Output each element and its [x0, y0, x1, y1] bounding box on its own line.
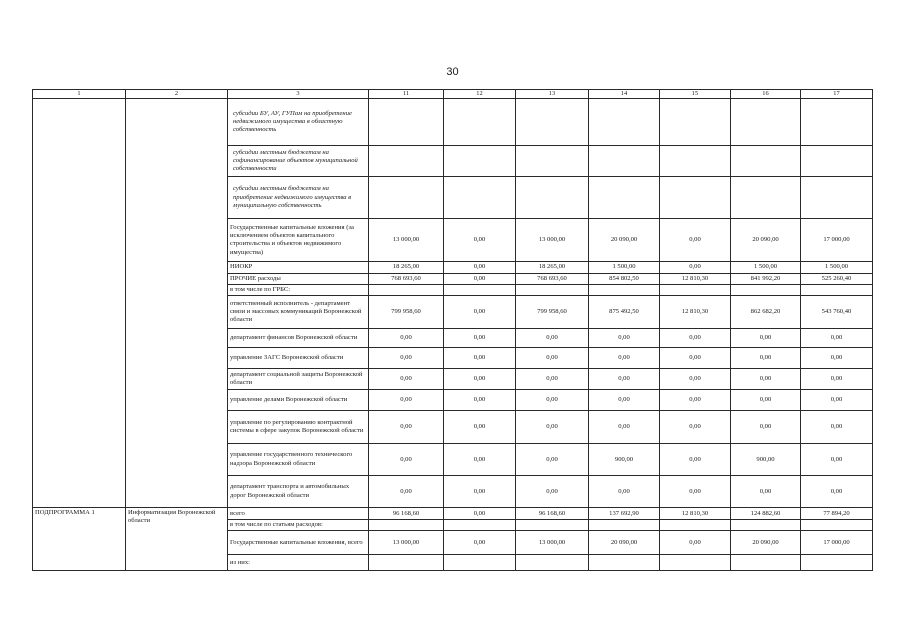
- value-cell: [516, 99, 589, 146]
- value-cell: 900,00: [589, 444, 660, 476]
- value-cell: [660, 99, 731, 146]
- value-cell: [731, 177, 801, 219]
- value-cell: 0,00: [516, 476, 589, 508]
- value-cell: [731, 520, 801, 531]
- value-cell: [444, 520, 516, 531]
- value-cell: 0,00: [731, 476, 801, 508]
- value-cell: [731, 146, 801, 177]
- value-cell: 0,00: [369, 390, 444, 411]
- value-cell: 0,00: [801, 476, 873, 508]
- value-cell: 0,00: [369, 329, 444, 348]
- value-cell: 17 000,00: [801, 531, 873, 555]
- budget-table: [32, 89, 873, 571]
- value-cell: 854 802,50: [589, 273, 660, 284]
- value-cell: 77 894,20: [801, 508, 873, 520]
- value-cell: 0,00: [444, 273, 516, 284]
- value-cell: 0,00: [444, 390, 516, 411]
- value-cell: 1 500,00: [731, 262, 801, 273]
- value-cell: 13 000,00: [516, 219, 589, 262]
- value-cell: 0,00: [660, 348, 731, 369]
- table-row: [33, 99, 873, 146]
- value-cell: [660, 177, 731, 219]
- value-cell: 799 958,60: [516, 296, 589, 329]
- column-header: 17: [801, 90, 873, 99]
- value-cell: [516, 177, 589, 219]
- row-label: субсидии местным бюджетам на софинансирование объектов муниципальной собственности: [228, 146, 369, 177]
- value-cell: [444, 146, 516, 177]
- value-cell: 0,00: [444, 444, 516, 476]
- value-cell: 18 265,00: [516, 262, 589, 273]
- row-label: ПРОЧИЕ расходы: [228, 273, 369, 284]
- value-cell: 543 760,40: [801, 296, 873, 329]
- value-cell: [516, 520, 589, 531]
- value-cell: 12 810,30: [660, 296, 731, 329]
- row-label: департамент финансов Воронежской области: [228, 329, 369, 348]
- value-cell: 0,00: [369, 348, 444, 369]
- value-cell: [369, 177, 444, 219]
- value-cell: 137 692,90: [589, 508, 660, 520]
- column-header: 2: [126, 90, 228, 99]
- value-cell: 0,00: [589, 348, 660, 369]
- row-label: в том числе по ГРБС:: [228, 284, 369, 295]
- value-cell: [444, 99, 516, 146]
- subprogram-name: ПОДПРОГРАММА 1: [33, 508, 126, 571]
- value-cell: 0,00: [660, 369, 731, 390]
- row-label: управление по регулированию контрактной системы в сфере закупок Воронежской области: [228, 411, 369, 444]
- value-cell: 0,00: [801, 329, 873, 348]
- value-cell: [369, 555, 444, 571]
- value-cell: [444, 177, 516, 219]
- value-cell: 96 168,60: [369, 508, 444, 520]
- value-cell: 0,00: [369, 369, 444, 390]
- value-cell: [369, 146, 444, 177]
- value-cell: 0,00: [369, 476, 444, 508]
- value-cell: 0,00: [444, 531, 516, 555]
- value-cell: [731, 99, 801, 146]
- value-cell: 0,00: [444, 369, 516, 390]
- value-cell: 525 260,40: [801, 273, 873, 284]
- value-cell: 0,00: [589, 329, 660, 348]
- value-cell: 0,00: [444, 476, 516, 508]
- value-cell: 13 000,00: [516, 531, 589, 555]
- value-cell: 0,00: [369, 411, 444, 444]
- value-cell: 862 682,20: [731, 296, 801, 329]
- value-cell: 96 168,60: [516, 508, 589, 520]
- value-cell: 0,00: [516, 411, 589, 444]
- value-cell: 0,00: [516, 329, 589, 348]
- value-cell: 13 000,00: [369, 531, 444, 555]
- value-cell: 0,00: [444, 411, 516, 444]
- value-cell: 0,00: [589, 390, 660, 411]
- value-cell: 0,00: [660, 444, 731, 476]
- value-cell: 0,00: [801, 369, 873, 390]
- row-label: департамент транспорта и автомобильных дорог Воронежской области: [228, 476, 369, 508]
- row-label: всего: [228, 508, 369, 520]
- value-cell: 17 000,00: [801, 219, 873, 262]
- value-cell: 0,00: [516, 369, 589, 390]
- subprogram-title: Информатизация Воронежской области: [126, 508, 228, 571]
- value-cell: [369, 284, 444, 295]
- value-cell: 0,00: [660, 531, 731, 555]
- value-cell: 0,00: [444, 219, 516, 262]
- value-cell: [369, 520, 444, 531]
- row-label: НИОКР: [228, 262, 369, 273]
- value-cell: [369, 99, 444, 146]
- value-cell: [589, 99, 660, 146]
- value-cell: [444, 284, 516, 295]
- value-cell: [589, 520, 660, 531]
- value-cell: 0,00: [444, 508, 516, 520]
- row-label: ответственный исполнитель - департамент связи и массовых коммуникаций Воронежской области: [228, 296, 369, 329]
- value-cell: [516, 146, 589, 177]
- value-cell: 0,00: [660, 411, 731, 444]
- empty-cell: [33, 99, 126, 508]
- value-cell: 20 090,00: [731, 531, 801, 555]
- value-cell: 0,00: [801, 348, 873, 369]
- value-cell: 0,00: [589, 369, 660, 390]
- value-cell: [801, 146, 873, 177]
- value-cell: 0,00: [516, 390, 589, 411]
- value-cell: 0,00: [801, 411, 873, 444]
- value-cell: 0,00: [731, 390, 801, 411]
- page-number: 30: [446, 66, 459, 78]
- value-cell: 20 090,00: [589, 219, 660, 262]
- row-label: департамент социальной защиты Воронежской области: [228, 369, 369, 390]
- value-cell: 18 265,00: [369, 262, 444, 273]
- value-cell: 875 492,50: [589, 296, 660, 329]
- value-cell: [660, 520, 731, 531]
- value-cell: 124 882,60: [731, 508, 801, 520]
- value-cell: [801, 520, 873, 531]
- value-cell: [731, 284, 801, 295]
- value-cell: 0,00: [660, 219, 731, 262]
- value-cell: 0,00: [801, 390, 873, 411]
- value-cell: [589, 284, 660, 295]
- value-cell: [801, 177, 873, 219]
- value-cell: 0,00: [731, 329, 801, 348]
- value-cell: 0,00: [516, 348, 589, 369]
- value-cell: 1 500,00: [801, 262, 873, 273]
- value-cell: 0,00: [589, 476, 660, 508]
- column-header: 1: [33, 90, 126, 99]
- value-cell: [801, 99, 873, 146]
- value-cell: 799 958,60: [369, 296, 444, 329]
- value-cell: 13 000,00: [369, 219, 444, 262]
- column-header: 3: [228, 90, 369, 99]
- column-header: 13: [516, 90, 589, 99]
- column-header: 11: [369, 90, 444, 99]
- value-cell: [589, 146, 660, 177]
- row-label: субсидии БУ, АУ, ГУПам на приобретение недвижимого имущества в областную собственность: [228, 99, 369, 146]
- value-cell: [660, 146, 731, 177]
- value-cell: [516, 555, 589, 571]
- column-header: 15: [660, 90, 731, 99]
- value-cell: [801, 284, 873, 295]
- value-cell: 0,00: [589, 411, 660, 444]
- value-cell: [516, 284, 589, 295]
- value-cell: 768 693,60: [369, 273, 444, 284]
- row-label: Государственные капитальные вложения (за исключением объектов капитального строительства и объектов недвижимого имущества): [228, 219, 369, 262]
- table-row: [33, 508, 873, 520]
- value-cell: 900,00: [731, 444, 801, 476]
- value-cell: [589, 177, 660, 219]
- row-label: управление делами Воронежской области: [228, 390, 369, 411]
- row-label: Государственные капитальные вложения, всего: [228, 531, 369, 555]
- column-header: 14: [589, 90, 660, 99]
- value-cell: [660, 284, 731, 295]
- value-cell: [660, 555, 731, 571]
- value-cell: 0,00: [444, 348, 516, 369]
- value-cell: [444, 555, 516, 571]
- value-cell: 1 500,00: [589, 262, 660, 273]
- value-cell: 20 090,00: [589, 531, 660, 555]
- row-label: из них:: [228, 555, 369, 571]
- row-label: в том числе по статьям расходов:: [228, 520, 369, 531]
- value-cell: [801, 555, 873, 571]
- row-label: управление государственного технического надзора Воронежской области: [228, 444, 369, 476]
- value-cell: 0,00: [444, 329, 516, 348]
- value-cell: 0,00: [369, 444, 444, 476]
- value-cell: 0,00: [516, 444, 589, 476]
- value-cell: [589, 555, 660, 571]
- value-cell: 12 810,30: [660, 508, 731, 520]
- value-cell: 20 090,00: [731, 219, 801, 262]
- value-cell: 768 693,60: [516, 273, 589, 284]
- value-cell: 0,00: [731, 369, 801, 390]
- column-header: 16: [731, 90, 801, 99]
- value-cell: 0,00: [660, 390, 731, 411]
- value-cell: 0,00: [801, 444, 873, 476]
- value-cell: [731, 555, 801, 571]
- row-label: субсидии местным бюджетам на приобретение недвижимого имущества в муниципальную собственность: [228, 177, 369, 219]
- column-header: 12: [444, 90, 516, 99]
- empty-cell: [126, 99, 228, 508]
- value-cell: 0,00: [660, 476, 731, 508]
- value-cell: 841 992,20: [731, 273, 801, 284]
- value-cell: 0,00: [731, 411, 801, 444]
- value-cell: 12 810,30: [660, 273, 731, 284]
- value-cell: 0,00: [444, 262, 516, 273]
- value-cell: 0,00: [660, 329, 731, 348]
- row-label: управление ЗАГС Воронежской области: [228, 348, 369, 369]
- header-row: [33, 90, 873, 99]
- value-cell: 0,00: [731, 348, 801, 369]
- value-cell: 0,00: [660, 262, 731, 273]
- value-cell: 0,00: [444, 296, 516, 329]
